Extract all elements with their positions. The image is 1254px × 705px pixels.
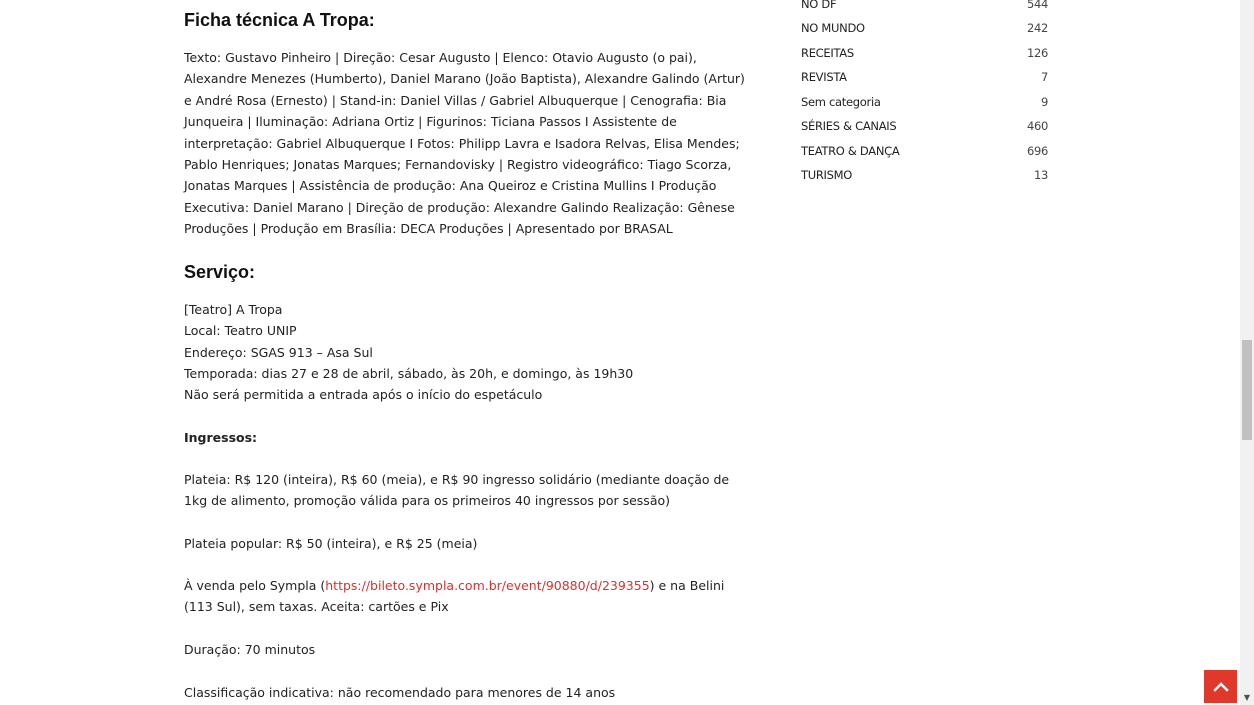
category-item[interactable] [801,0,1048,14]
ficha-tecnica-heading: Ficha técnica A Tropa: [184,10,375,30]
ficha-tecnica-text: Texto: Gustavo Pinheiro | Direção: Cesar Augusto | Elenco: Otavio Augusto (o pai), Alexandre Menezes (Humberto), Daniel Marano (João Baptista), Alexandre Galindo (Artur) e André Rosa (Ernesto) | Stand-in: Daniel Villas / Gabriel Albuquerque | Cenografia: Bia Junqueira | Iluminação: Adriana Ortiz | Figurinos: Ticiana Passos I Assistente de interpretação: Gabriel Albuquerque I Fotos: Philipp Lavra e Isadora Relvas, Elisa Mendes; Pablo Henriques; Jonatas Marques; Fernandovisky | Registro videográfico: Tiago Scorza, Jonatas Marques | Assistência de produção: Ana Queiroz e Cristina Mullins I Produção Executiva: Daniel Marano | Direção de produção: Alexandre Galindo Realização: Gênese Produções | Produção em Brasília: DECA Produções | Apresentado por BRASAL [184,50,745,237]
servico-line: Temporada: dias 27 e 28 de abril, sábado, às 20h, e domingo, às 19h30 [184,366,634,381]
category-name[interactable]: NO DF [801,0,837,11]
classificacao-text: Classificação indicativa: não recomendado para menores de 14 anos [184,685,616,700]
category-count: 242 [1026,21,1048,35]
servico-line: Local: Teatro UNIP [184,323,297,338]
scrollbar-thumb[interactable] [1242,340,1252,440]
category-count: 13 [1033,168,1048,182]
category-count: 9 [1040,95,1048,109]
category-name[interactable]: NO MUNDO [801,21,865,35]
venda-text [184,575,749,618]
plateia-popular-text: Plateia popular: R$ 50 (inteira), e R$ 25 (meia) [184,536,478,551]
sympla-link[interactable]: https://bileto.sympla.com.br/event/90880/d/239355 [325,578,650,593]
category-item[interactable] [801,165,1048,185]
category-name[interactable]: TEATRO & DANÇA [801,144,900,158]
category-count: 696 [1026,144,1048,158]
servico-heading: Serviço: [184,262,256,282]
category-item[interactable] [801,18,1048,38]
servico-line: Não será permitida a entrada após o início do espetáculo [184,387,543,402]
chevron-up-icon [1213,682,1229,692]
plateia-price-text: Plateia: R$ 120 (inteira), R$ 60 (meia), e R$ 90 ingresso solidário (mediante doação de 1kg de alimento, promoção válida para os primeiros 40 ingressos por sessão) [184,472,730,509]
category-count: 544 [1026,0,1048,11]
venda-suffix: ) e na Belini (113 Sul), sem taxas. Aceita: cartões e Pix [184,578,725,615]
category-item[interactable] [801,116,1048,136]
scroll-down-arrow-icon[interactable]: ▼ [1243,693,1251,702]
category-item[interactable] [801,141,1048,161]
category-count: 126 [1026,46,1048,60]
servico-line: [Teatro] A Tropa [184,302,283,317]
ingressos-label: Ingressos: [184,430,258,445]
page-scrollbar[interactable] [1240,0,1254,705]
servico-line: Endereço: SGAS 913 – Asa Sul [184,345,373,360]
venda-prefix: À venda pelo Sympla ( [184,578,326,593]
category-name[interactable]: SÉRIES & CANAIS [801,119,897,133]
category-item[interactable] [801,67,1048,87]
duracao-text: Duração: 70 minutos [184,642,316,657]
category-item[interactable] [801,43,1048,63]
category-name[interactable]: Sem categoria [801,95,881,109]
category-count: 460 [1026,119,1048,133]
back-to-top-button[interactable] [1204,670,1237,703]
category-name[interactable]: TURISMO [801,168,852,182]
category-item[interactable] [801,92,1048,112]
category-name[interactable]: REVISTA [801,70,847,84]
category-count: 7 [1040,70,1048,84]
category-name[interactable]: RECEITAS [801,46,854,60]
